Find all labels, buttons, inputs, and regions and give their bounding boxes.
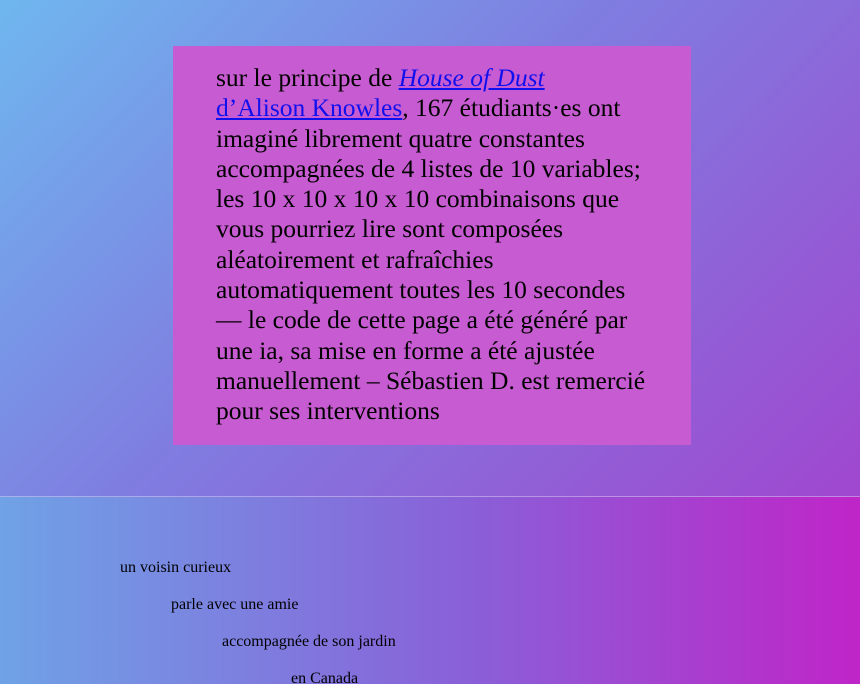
poem-line-4: en Canada (291, 670, 359, 684)
intro-text-before-link: sur le principe de (216, 63, 399, 92)
link-author: d’Alison Knowles (216, 93, 403, 123)
intro-box (173, 46, 691, 445)
poem-line-2: parle avec une amie (171, 596, 299, 613)
generated-poem (0, 497, 860, 684)
intro-paragraph (216, 63, 656, 427)
poem-line-3: accompagnée de son jardin (222, 633, 396, 650)
link-title: House of Dust (398, 63, 545, 92)
intro-text-after-link: , 167 étudiants·es ont imaginé librement quatre constantes accompagnées de 4 listes de 10 variables; les 10 x 10 x 10 x 10 combinaisons que vous pourriez lire sont composées aléatoirement et rafraîchies automatiquement toutes les 10 secondes — le code de cette page a été généré par une ia, sa mise en forme a été ajustée manuellement – Sébastien D. est remercié pour ses interventions (216, 93, 646, 426)
poem-line-1: un voisin curieux (120, 559, 232, 576)
